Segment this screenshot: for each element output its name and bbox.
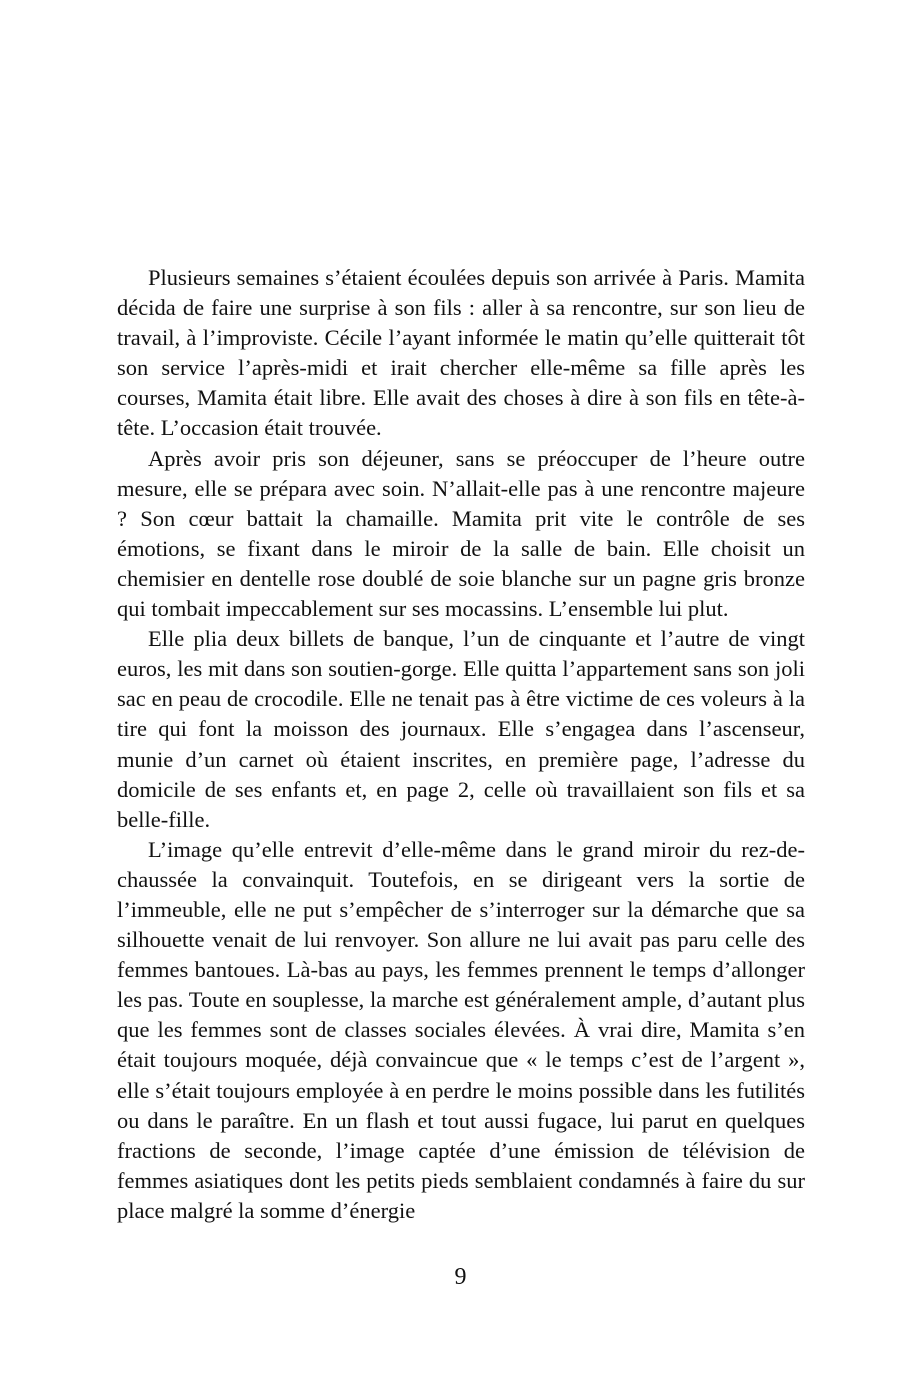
paragraph-1: Plusieurs semaines s’étaient écoulées depuis son arrivée à Paris. Mamita décida de faire une surprise à son fils : aller à sa rencontre, sur son lieu de travail, à l’improviste. Cécile l’ayant informée le matin qu’elle quitterait tôt son service l’après-midi et irait chercher elle-même sa fille après les courses, Mamita était libre. Elle avait des choses à dire à son fils en tête-à-tête. L’occasion était trouvée. <box>117 265 805 441</box>
page-number: 9 <box>454 1264 467 1290</box>
paragraph-4: L’image qu’elle entrevit d’elle-même dans le grand miroir du rez-de-chaussée la convainquit. Toutefois, en se dirigeant vers la sortie de l’immeuble, elle ne put s’empêcher de s’interroger sur la démarche que sa silhouette venait de lui renvoyer. Son allure ne lui avait pas paru celle des femmes bantoues. Là-bas au pays, les femmes prennent le temps d’allonger les pas. Toute en souplesse, la marche est généralement ample, d’autant plus que les femmes sont de classes sociales élevées. À vrai dire, Mamita s’en était toujours moquée, déjà convaincue que « le temps c’est de l’argent », elle s’était toujours employée à en perdre le moins possible dans les futilités ou dans le paraître. En un flash et tout aussi fugace, lui parut en quelques fractions de seconde, l’image captée d’une émission de télévision de femmes asiatiques dont les petits pieds semblaient condamnés à faire du sur place malgré la somme d’énergie <box>117 836 805 1223</box>
paragraph-3: Elle plia deux billets de banque, l’un de cinquante et l’autre de vingt euros, les mit dans son soutien-gorge. Elle quitta l’appartement sans son joli sac en peau de crocodile. Elle ne tenait pas à être victime de ces voleurs à la tire qui font la moisson des journaux. Elle s’engagea dans l’ascenseur, munie d’un carnet où étaient inscrites, en première page, l’adresse du domicile de ses enfants et, en page 2, celle où travaillaient son fils et sa belle-fille. <box>117 626 805 832</box>
page-body <box>117 263 805 1226</box>
paragraph-2: Après avoir pris son déjeuner, sans se préoccuper de l’heure outre mesure, elle se prépara avec soin. N’allait-elle pas à une rencontre majeure ? Son cœur battait la chamaille. Mamita prit vite le contrôle de ses émotions, se fixant dans le miroir de la salle de bain. Elle choisit un chemisier en dentelle rose doublé de soie blanche sur un pagne gris bronze qui tombait impeccablement sur ses mocassins. L’ensemble lui plut. <box>117 445 805 622</box>
